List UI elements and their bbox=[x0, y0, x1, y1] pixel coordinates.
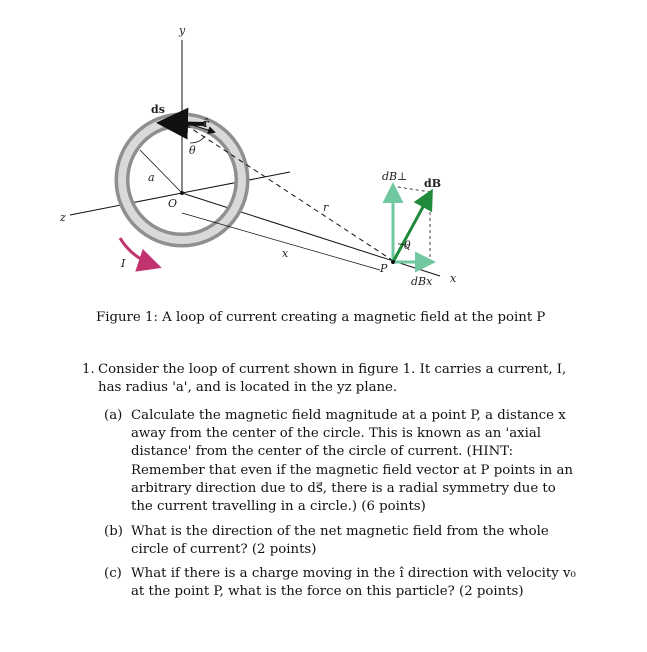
label-r-hat: r̂ bbox=[203, 117, 209, 130]
label-r: r bbox=[323, 201, 329, 214]
part-a-text: Calculate the magnetic field magnitude at a point P, a distance x away from the center of the circle. This is known as an 'axial distance' from the center of the circle of current. (HINT: Remember that even if the magnetic field vector at P points in an arbitrary direction due to ds⃗, there is a radial symmetry due to the current travelling in a circle.) (6 points) bbox=[131, 408, 573, 515]
question-number: 1. bbox=[82, 362, 95, 377]
label-z: z bbox=[60, 211, 66, 224]
label-P: P bbox=[380, 262, 388, 275]
label-dB-perp: dB⊥ bbox=[382, 170, 408, 183]
point-P bbox=[391, 260, 395, 264]
ds-arrow bbox=[164, 123, 204, 124]
dB-vector bbox=[393, 194, 430, 262]
r-dashed-line bbox=[186, 125, 395, 262]
theta-arc-top bbox=[190, 136, 205, 143]
current-arrow bbox=[120, 238, 156, 266]
loop-current-figure bbox=[0, 0, 647, 300]
label-dB: dB bbox=[424, 177, 441, 190]
figure-caption: Figure 1: A loop of current creating a magnetic field at the point P bbox=[96, 310, 546, 325]
label-theta-p: θ bbox=[404, 239, 411, 252]
label-x-mid: x bbox=[282, 247, 289, 260]
radius-line bbox=[140, 150, 182, 193]
label-a: a bbox=[148, 171, 155, 184]
label-x-axis: x bbox=[450, 272, 457, 285]
label-ds: ds bbox=[151, 103, 165, 116]
label-O: O bbox=[168, 197, 178, 210]
part-b-label: (b) bbox=[104, 524, 123, 539]
label-theta-top: θ bbox=[189, 144, 196, 157]
label-y: y bbox=[179, 24, 186, 37]
part-c-text: What if there is a charge moving in the î direction with velocity v₀ at the point P, what is the force on this particle? (2 points) bbox=[131, 566, 576, 600]
label-I: I bbox=[121, 257, 126, 270]
x-distance-line bbox=[182, 213, 380, 270]
label-dB-x: dBx bbox=[411, 275, 433, 288]
question-text: Consider the loop of current shown in figure 1. It carries a current, I, has radius 'a', and is located in the yz plane. bbox=[98, 362, 567, 396]
part-b-text: What is the direction of the net magnetic field from the whole circle of current? (2 points) bbox=[131, 524, 549, 558]
origin-point bbox=[180, 191, 184, 195]
part-a-label: (a) bbox=[104, 408, 123, 423]
part-c-label: (c) bbox=[104, 566, 122, 581]
